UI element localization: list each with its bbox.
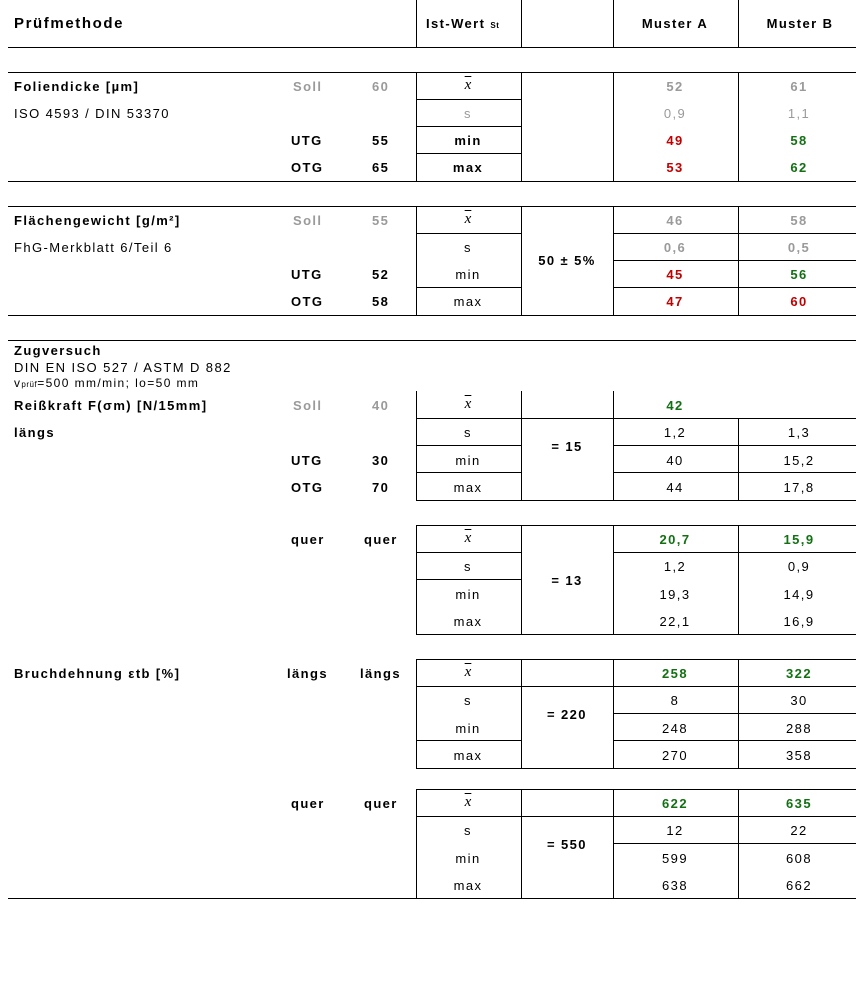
- zugversuch-conditions: vprüf=500 mm/min; lo=50 mm: [14, 376, 200, 390]
- reisskraft-soll-label: Soll: [293, 398, 323, 413]
- bruchdehnung-quer-b-mean: 635: [786, 796, 812, 811]
- foliendicke-a-mean: 52: [666, 79, 684, 94]
- stat-s-label: s: [464, 559, 472, 574]
- stat-min-label: min: [455, 721, 481, 736]
- flaechengewicht-a-mean: 46: [666, 213, 684, 228]
- zugversuch-standard: DIN EN ISO 527 / ASTM D 882: [14, 360, 232, 375]
- stat-max-label: max: [453, 878, 483, 893]
- foliendicke-otg: 65: [372, 160, 390, 175]
- header-method: Prüfmethode: [14, 15, 125, 32]
- foliendicke-b-s: 1,1: [787, 106, 811, 121]
- flaechengewicht-soll: 55: [372, 213, 390, 228]
- reisskraft-laengs: längs: [14, 425, 55, 440]
- zugversuch-cond-sub: prüf: [21, 380, 38, 389]
- flaechengewicht-b-s: 0,5: [787, 240, 811, 255]
- stat-mean-label: $\overline{x}$: [464, 396, 472, 412]
- foliendicke-b-mean: 61: [790, 79, 808, 94]
- reisskraft-title: Reißkraft F(σm) [N/15mm]: [14, 398, 208, 413]
- bruchdehnung-quer-label-1: quer: [291, 796, 325, 811]
- bruchdehnung-laengs-b-s: 30: [790, 693, 808, 708]
- stat-s-label: s: [464, 823, 472, 838]
- bruchdehnung-quer-b-max: 662: [786, 878, 812, 893]
- stat-s-label: s: [464, 240, 472, 255]
- reisskraft-quer-a-max: 22,1: [659, 614, 691, 629]
- stat-min-label: min: [455, 267, 481, 282]
- flaechengewicht-soll-label: Soll: [293, 213, 323, 228]
- flaechengewicht-otg-label: OTG: [291, 294, 324, 309]
- reisskraft-otg-label: OTG: [291, 480, 324, 495]
- flaechengewicht-title: Flächengewicht [g/m²]: [14, 213, 181, 228]
- flaechengewicht-utg-label: UTG: [291, 267, 323, 282]
- stat-s-label: s: [464, 425, 472, 440]
- stat-s-label: s: [464, 693, 472, 708]
- stat-mean-label: $\overline{x}$: [464, 664, 472, 680]
- reisskraft-otg: 70: [372, 480, 390, 495]
- reisskraft-quer-b-mean: 15,9: [783, 532, 815, 547]
- bruchdehnung-laengs-label-1: längs: [287, 666, 328, 681]
- flaechengewicht-b-min: 56: [790, 267, 808, 282]
- reisskraft-quer-b-s: 0,9: [787, 559, 811, 574]
- foliendicke-b-min: 58: [790, 133, 808, 148]
- stat-s-label: s: [464, 106, 472, 121]
- stat-mean-label: $\overline{x}$: [464, 211, 472, 227]
- stat-min-label: min: [455, 587, 481, 602]
- reisskraft-quer-b-max: 16,9: [783, 614, 815, 629]
- flaechengewicht-standard: FhG-Merkblatt 6/Teil 6: [14, 240, 173, 255]
- stat-mean-label: $\overline{x}$: [464, 77, 472, 93]
- foliendicke-utg: 55: [372, 133, 390, 148]
- bruchdehnung-ist-laengs: = 220: [547, 707, 587, 722]
- flaechengewicht-a-s: 0,6: [663, 240, 687, 255]
- flaechengewicht-b-mean: 58: [790, 213, 808, 228]
- bruchdehnung-laengs-b-min: 288: [786, 721, 812, 736]
- stat-mean-label: $\overline{x}$: [464, 530, 472, 546]
- foliendicke-otg-label: OTG: [291, 160, 324, 175]
- bruchdehnung-quer-a-mean: 622: [662, 796, 688, 811]
- flaechengewicht-a-min: 45: [666, 267, 684, 282]
- bruchdehnung-laengs-a-s: 8: [670, 693, 680, 708]
- header-sample-a: Muster A: [641, 16, 709, 31]
- bruchdehnung-quer-b-min: 608: [786, 851, 812, 866]
- bruchdehnung-title: Bruchdehnung εtb [%]: [14, 666, 181, 681]
- reisskraft-laengs-a-mean: 42: [666, 398, 684, 413]
- reisskraft-utg: 30: [372, 453, 390, 468]
- stat-min-label: min: [455, 851, 481, 866]
- reisskraft-quer-a-s: 1,2: [663, 559, 687, 574]
- stat-mean-label: $\overline{x}$: [464, 794, 472, 810]
- stat-max-label: max: [452, 160, 484, 175]
- reisskraft-laengs-b-min: 15,2: [783, 453, 815, 468]
- reisskraft-quer-a-mean: 20,7: [659, 532, 691, 547]
- stat-min-label: min: [454, 133, 482, 148]
- foliendicke-b-max: 62: [790, 160, 808, 175]
- reisskraft-quer-label-2: quer: [364, 532, 398, 547]
- bruchdehnung-quer-b-s: 22: [790, 823, 808, 838]
- reisskraft-quer-label-1: quer: [291, 532, 325, 547]
- reisskraft-soll: 40: [372, 398, 390, 413]
- bruchdehnung-laengs-a-max: 270: [662, 748, 688, 763]
- stat-min-label: min: [455, 453, 481, 468]
- foliendicke-title: Foliendicke [µm]: [14, 79, 140, 94]
- bruchdehnung-laengs-label-2: längs: [360, 666, 401, 681]
- reisskraft-utg-label: UTG: [291, 453, 323, 468]
- bruchdehnung-laengs-b-max: 358: [786, 748, 812, 763]
- header-istwert-sub: St: [490, 21, 500, 30]
- reisskraft-laengs-a-s: 1,2: [663, 425, 687, 440]
- bruchdehnung-laengs-b-mean: 322: [786, 666, 812, 681]
- foliendicke-a-min: 49: [666, 133, 684, 148]
- reisskraft-laengs-a-min: 40: [666, 453, 684, 468]
- stat-max-label: max: [453, 614, 483, 629]
- reisskraft-laengs-b-max: 17,8: [783, 480, 815, 495]
- bruchdehnung-laengs-a-min: 248: [662, 721, 688, 736]
- flaechengewicht-ist: 50 ± 5%: [538, 253, 596, 268]
- reisskraft-ist-quer: = 13: [551, 573, 583, 588]
- foliendicke-standard: ISO 4593 / DIN 53370: [14, 106, 170, 121]
- foliendicke-a-max: 53: [666, 160, 684, 175]
- header-sample-b: Muster B: [766, 16, 834, 31]
- bruchdehnung-quer-a-s: 12: [666, 823, 684, 838]
- reisskraft-quer-a-min: 19,3: [659, 587, 691, 602]
- flaechengewicht-utg: 52: [372, 267, 390, 282]
- reisskraft-quer-b-min: 14,9: [783, 587, 815, 602]
- stat-max-label: max: [453, 748, 483, 763]
- stat-max-label: max: [453, 480, 483, 495]
- foliendicke-soll: 60: [372, 79, 390, 94]
- zugversuch-title: Zugversuch: [14, 343, 102, 358]
- flaechengewicht-otg: 58: [372, 294, 390, 309]
- bruchdehnung-quer-label-2: quer: [364, 796, 398, 811]
- foliendicke-a-s: 0,9: [663, 106, 687, 121]
- bruchdehnung-ist-quer: = 550: [547, 837, 587, 852]
- stat-max-label: max: [453, 294, 483, 309]
- foliendicke-soll-label: Soll: [293, 79, 323, 94]
- bruchdehnung-laengs-a-mean: 258: [662, 666, 688, 681]
- header-istwert: Ist-Wert St: [426, 16, 500, 31]
- flaechengewicht-a-max: 47: [666, 294, 684, 309]
- bruchdehnung-quer-a-min: 599: [662, 851, 688, 866]
- foliendicke-utg-label: UTG: [291, 133, 323, 148]
- bruchdehnung-quer-a-max: 638: [662, 878, 688, 893]
- reisskraft-ist-laengs: = 15: [551, 439, 583, 454]
- reisskraft-laengs-a-max: 44: [666, 480, 684, 495]
- flaechengewicht-b-max: 60: [790, 294, 808, 309]
- reisskraft-laengs-b-s: 1,3: [787, 425, 811, 440]
